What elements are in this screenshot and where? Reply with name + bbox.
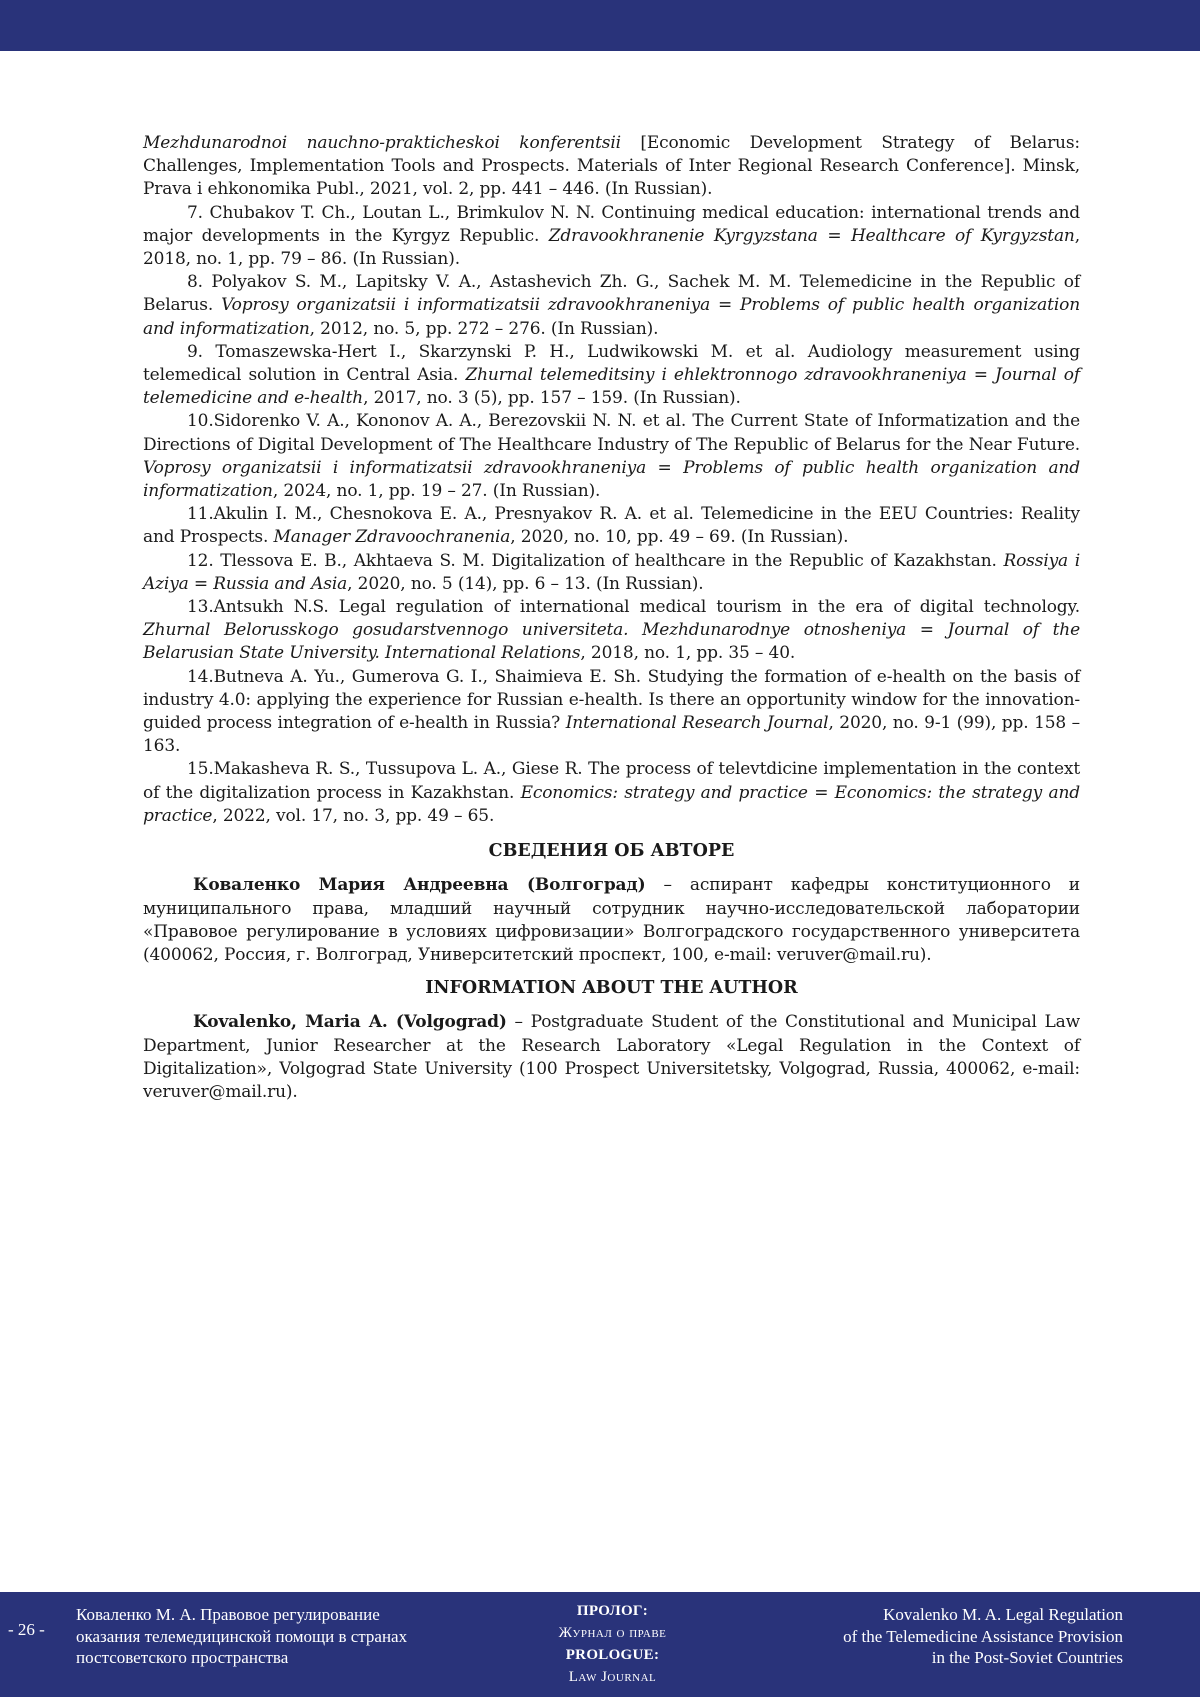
reference-source-title: Zhurnal telemeditsiny i ehlektronnogo zdravookhraneniya = Journal of telemedicine and e-health xyxy=(143,365,1080,409)
reference-text: , 2020, no. 5 (14), pp. 6 – 13. (In Russian). xyxy=(347,573,704,594)
reference-item xyxy=(143,758,1080,828)
reference-number: 7. xyxy=(187,202,210,223)
reference-text: Makasheva R. S., Tussupova L. A., Giese R. The process of televtdicine implementation in the context of the digitalization process in Kazakhstan. xyxy=(143,759,1080,803)
reference-text: [Economic Development Strategy of Belarus: Challenges, Implementation Tools and Prospects. Materials of Inter Regional Research Conference]. Minsk, Prava i ehkonomika Publ., 2021, vol. 2, pp. 441 – 446. (In Russian). xyxy=(143,133,1080,200)
footer-right-line: Kovalenko M. A. Legal Regulation xyxy=(883,1605,1123,1624)
footer-left-line: оказания телемедицинской помощи в странах xyxy=(76,1626,408,1646)
reference-source-title: Economics: strategy and practice = Economics: the strategy and practice xyxy=(143,782,1080,826)
reference-text: Sidorenko V. A., Kononov A. A., Berezovskii N. N. et al. The Current State of Informatization and the Directions of Digital Development of The Healthcare Industry of The Republic of Belarus for the Near Future. xyxy=(143,411,1080,455)
footer-left-line: Коваленко М. А. Правовое регулирование xyxy=(76,1605,380,1624)
reference-text: Akulin I. M., Chesnokova E. A., Presnyakov R. A. et al. Telemedicine in the EEU Countries: Reality and Prospects. xyxy=(143,504,1080,548)
reference-number: 12. xyxy=(187,550,221,571)
reference-text: , 2024, no. 1, pp. 19 – 27. (In Russian). xyxy=(272,481,601,502)
journal-name-en: PROLOGUE: xyxy=(565,1647,660,1663)
reference-number: 9. xyxy=(187,341,216,362)
reference-item xyxy=(143,132,1080,202)
author-info-en xyxy=(143,1011,1080,1104)
reference-item xyxy=(143,271,1080,341)
reference-text: Tlessova E. B., Akhtaeva S. M. Digitalization of healthcare in the Republic of Kazakhstan. xyxy=(220,550,1004,571)
footer-journal-name xyxy=(500,1600,725,1688)
reference-text: , 2012, no. 5, pp. 272 – 276. (In Russian). xyxy=(309,318,659,339)
page-number: - 26 - xyxy=(8,1620,45,1639)
reference-text: , 2018, no. 1, pp. 35 – 40. xyxy=(580,643,796,664)
page-footer xyxy=(0,1592,1200,1697)
reference-text: , 2018, no. 1, pp. 79 – 86. (In Russian). xyxy=(143,225,1080,270)
reference-source-title: International Research Journal xyxy=(565,713,829,734)
footer-article-title-ru xyxy=(76,1604,456,1669)
reference-number: 14. xyxy=(187,666,214,687)
journal-subtitle-en: Law Journal xyxy=(568,1669,657,1685)
author-info-ru xyxy=(143,874,1080,967)
reference-item xyxy=(143,341,1080,411)
reference-list xyxy=(143,132,1080,828)
reference-source-title: Voprosy organizatsii i informatizatsii zdravookhraneniya = Problems of public health organization and informatization xyxy=(143,457,1080,502)
reference-text: , 2022, vol. 17, no. 3, pp. 49 – 65. xyxy=(212,805,495,826)
reference-text: Antsukh N.S. Legal regulation of international medical tourism in the era of digital technology. xyxy=(213,597,1080,618)
author-name-ru: Коваленко Мария Андреевна (Волгоград) xyxy=(193,875,646,896)
reference-number: 13. xyxy=(187,597,214,618)
reference-text: Chubakov T. Ch., Loutan L., Brimkulov N. N. Continuing medical education: international trends and major developments in the Kyrgyz Republic. xyxy=(143,202,1080,246)
footer-right-line: of the Telemedicine Assistance Provision xyxy=(843,1626,1123,1646)
reference-text: , 2017, no. 3 (5), pp. 157 – 159. (In Russian). xyxy=(363,388,741,409)
reference-item xyxy=(143,410,1080,503)
reference-text: Polyakov S. M., Lapitsky V. A., Astashevich Zh. G., Sachek M. M. Telemedicine in the Republic of Belarus. xyxy=(143,272,1080,316)
reference-source-title: Voprosy organizatsii i informatizatsii zdravookhraneniya = Problems of public health organization and informatization xyxy=(143,295,1080,339)
reference-text: Tomaszewska-Hert I., Skarzynski P. H., Ludwikowski M. et al. Audiology measurement using telemedical solution in Central Asia. xyxy=(143,341,1080,386)
reference-source-title: Zdravookhranenie Kyrgyzstana = Healthcare of Kyrgyzstan xyxy=(548,225,1075,246)
author-text-ru: – аспирант кафедры конституционного и муниципального права, младший научный сотрудник научно-исследовательской лаборатории «Правовое регулирование в условиях цифровизации» Волгоградского государственного университета (400062, Россия, г. Волгоград, Университетский проспект, 100, e-mail: veruver@mail.ru). xyxy=(143,875,1080,965)
reference-source-title: Mezhdunarodnoi nauchno-prakticheskoi konferentsii xyxy=(143,133,621,153)
reference-number: 11. xyxy=(187,504,214,525)
page-content xyxy=(143,132,1080,1104)
reference-number: 15. xyxy=(187,759,214,780)
author-name-en: Kovalenko, Maria A. (Volgograd) xyxy=(193,1012,507,1033)
reference-source-title: Zhurnal Belorusskogo gosudarstvennogo universiteta. Mezhdunarodnye otnosheniya = Journal of the Belarusian State University. International Relations xyxy=(143,620,1080,664)
reference-source-title: Rossiya i Aziya = Russia and Asia xyxy=(143,550,1081,594)
reference-item xyxy=(143,202,1080,272)
reference-text: Butneva A. Yu., Gumerova G. I., Shaimieva E. Sh. Studying the formation of e-health on the basis of industry 4.0: applying the experience for Russian e-health. Is there an opportunity window for the innovation-guided process integration of e-health in Russia? xyxy=(143,666,1080,734)
author-text-en: – Postgraduate Student of the Constitutional and Municipal Law Department, Junior Researcher at the Research Laboratory «Legal Regulation in the Context of Digitalization», Volgograd State University (100 Prospect Universitetsky, Volgograd, Russia, 400062, e-mail: veruver@mail.ru). xyxy=(143,1012,1080,1102)
reference-number: 8. xyxy=(187,272,212,293)
reference-item xyxy=(143,550,1080,596)
author-heading-en: INFORMATION ABOUT THE AUTHOR xyxy=(425,978,798,999)
author-heading-ru: СВЕДЕНИЯ ОБ АВТОРЕ xyxy=(488,841,735,862)
footer-left-line: постсоветского пространства xyxy=(76,1648,289,1667)
reference-item xyxy=(143,666,1080,759)
journal-subtitle-ru: Журнал о праве xyxy=(558,1625,667,1641)
reference-source-title: Manager Zdravoochranenia xyxy=(273,527,511,548)
footer-right-line: in the Post-Soviet Countries xyxy=(931,1648,1123,1667)
reference-text: , 2020, no. 10, pp. 49 – 69. (In Russian). xyxy=(510,527,849,548)
journal-name-ru: ПРОЛОГ: xyxy=(576,1603,649,1619)
top-header-band xyxy=(0,0,1200,51)
footer-article-title-en xyxy=(743,1604,1123,1669)
reference-item xyxy=(143,503,1080,549)
reference-item xyxy=(143,596,1080,666)
reference-number: 10. xyxy=(187,411,214,432)
reference-text: , 2020, no. 9-1 (99), pp. 158 – 163. xyxy=(143,713,1080,757)
